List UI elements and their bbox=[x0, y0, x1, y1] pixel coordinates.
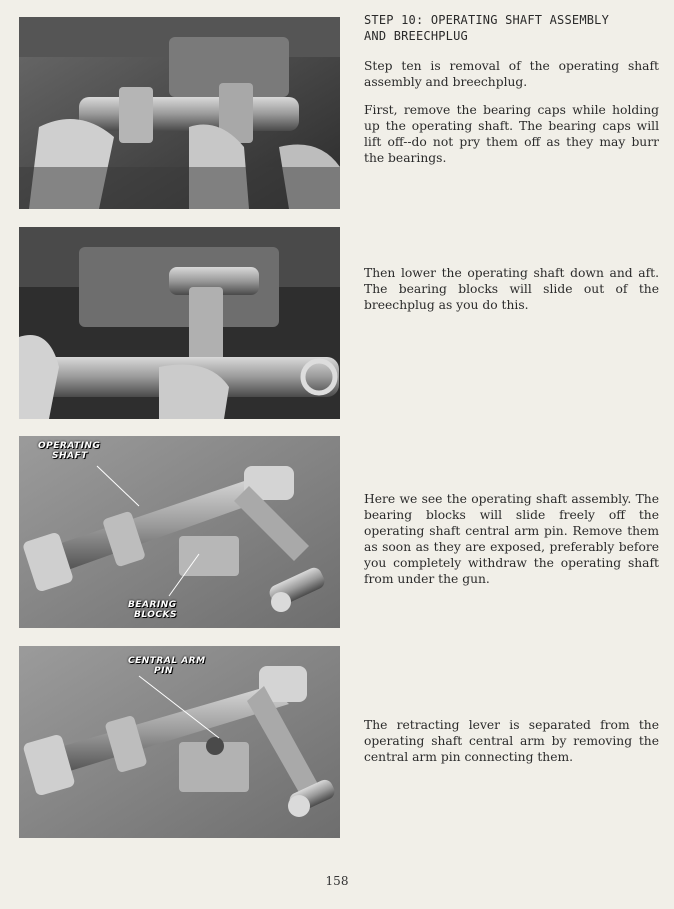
callout-bearing-text: BEARING bbox=[128, 600, 177, 610]
callout-shaft-text: SHAFT bbox=[52, 451, 88, 461]
callout-blocks-text: BLOCKS bbox=[134, 610, 177, 620]
paragraph-intro bbox=[364, 58, 659, 90]
paragraph-text: Step ten is removal of the operating shaft assembly and breechplug. bbox=[364, 59, 659, 89]
paragraph-text: Here we see the operating shaft assembly. The bearing blocks will slide freely off the operating shaft central arm pin. Remove them as soon as they are exposed, preferably before you completely withdraw the operating shaft from under the gun. bbox=[364, 492, 659, 586]
paragraph-bearing-caps bbox=[364, 102, 659, 166]
paragraph-shaft-assembly bbox=[364, 491, 659, 587]
callout-central-arm-pin bbox=[128, 656, 206, 676]
paragraph-text: First, remove the bearing caps while holding up the operating shaft. The bearing caps will lift off--do not pry them off as they may burr the bearings. bbox=[364, 103, 659, 165]
photo-lowering-shaft bbox=[19, 227, 340, 419]
heading-line-1: STEP 10: OPERATING SHAFT ASSEMBLY bbox=[364, 13, 610, 27]
callout-central-arm-text: CENTRAL ARM bbox=[128, 656, 206, 666]
heading-line-2: AND BREECHPLUG bbox=[364, 29, 468, 43]
paragraph-text: Then lower the operating shaft down and aft. The bearing blocks will slide out of the breechplug as you do this. bbox=[364, 266, 659, 312]
callout-bearing-blocks bbox=[128, 600, 177, 620]
step-heading bbox=[364, 12, 659, 44]
callout-operating-text: OPERATING bbox=[38, 441, 101, 451]
paragraph-text: The retracting lever is separated from the operating shaft central arm by removing the central arm pin connecting them. bbox=[364, 718, 659, 764]
callout-pin-text: PIN bbox=[154, 666, 173, 676]
callout-operating-shaft bbox=[38, 441, 100, 461]
photo-operating-shaft-assembly bbox=[19, 436, 340, 628]
paragraph-lower-shaft bbox=[364, 265, 659, 313]
paragraph-retracting-lever bbox=[364, 717, 659, 765]
photo-removing-bearing-caps bbox=[19, 17, 340, 209]
page-number: 158 bbox=[325, 874, 349, 888]
